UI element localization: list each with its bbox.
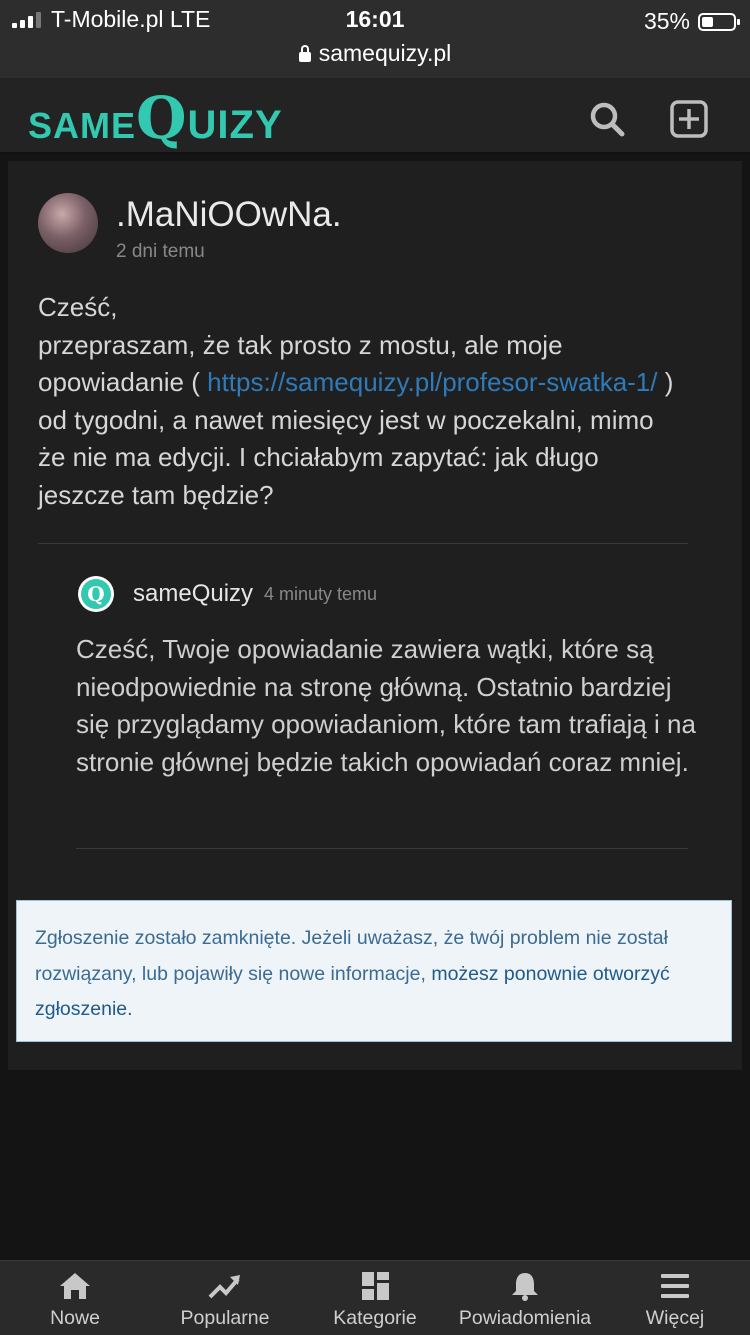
post-greeting: Cześć, bbox=[38, 292, 118, 322]
reply-time: 4 minuty temu bbox=[264, 584, 378, 604]
divider bbox=[76, 848, 688, 849]
nav-label: Nowe bbox=[50, 1307, 100, 1329]
nav-item-popularne[interactable] bbox=[150, 1261, 300, 1335]
samequizy-avatar: Q bbox=[78, 576, 114, 612]
ticket-card bbox=[8, 161, 742, 1070]
grid-icon bbox=[358, 1271, 392, 1301]
post-time: 2 dni temu bbox=[116, 241, 205, 262]
clock: 16:01 bbox=[345, 6, 405, 32]
nav-item-kategorie[interactable] bbox=[300, 1261, 450, 1335]
nav-label: Kategorie bbox=[333, 1307, 417, 1329]
address-bar[interactable] bbox=[0, 40, 750, 67]
menu-icon bbox=[658, 1271, 692, 1301]
nav-label: Powiadomienia bbox=[458, 1307, 592, 1329]
ticket-closed-notice bbox=[16, 900, 732, 1042]
add-icon[interactable] bbox=[670, 100, 708, 138]
samequizy-logo[interactable]: SAMEQUIZY bbox=[28, 84, 283, 152]
url-text: samequizy.pl bbox=[318, 40, 452, 66]
nav-label: Popularne bbox=[180, 1307, 270, 1329]
nav-label: Więcej bbox=[645, 1307, 705, 1329]
post-text-start: przepraszam, że tak prosto z mostu, ale moje opowiadanie ( bbox=[38, 329, 563, 397]
search-icon[interactable] bbox=[588, 100, 626, 138]
battery-indicator bbox=[644, 8, 736, 35]
post-author[interactable]: .MaNiOOwNa. bbox=[116, 195, 342, 234]
site-header bbox=[0, 78, 750, 154]
divider bbox=[38, 543, 688, 544]
reopen-ticket-link[interactable]: możesz ponownie otworzyć zgłoszenie. bbox=[35, 962, 670, 1020]
battery-icon bbox=[698, 13, 736, 31]
trending-icon bbox=[208, 1271, 242, 1301]
post-text-end: ) od tygodni, a nawet miesięcy jest w poczekalni, mimo że nie ma edycji. I chciałabym zapytać: jak długo jeszcze tam będzie? bbox=[38, 367, 674, 510]
bell-icon bbox=[508, 1271, 542, 1301]
home-icon bbox=[58, 1271, 92, 1301]
avatar[interactable] bbox=[38, 193, 98, 253]
status-bar bbox=[0, 0, 750, 78]
bottom-navigation bbox=[0, 1260, 750, 1335]
story-link[interactable]: https://samequizy.pl/profesor-swatka-1/ bbox=[207, 367, 658, 397]
reply-body: Cześć, Twoje opowiadanie zawiera wątki, które są nieodpowiednie na stronę główną. Ostatnio bardziej się przyglądamy opowiadaniom, które tam trafiają i na stronie głównej będzie takich opowiadań coraz mniej. bbox=[76, 634, 696, 777]
nav-item-powiadomienia[interactable] bbox=[450, 1261, 600, 1335]
nav-item-nowe[interactable] bbox=[0, 1261, 150, 1335]
lock-icon bbox=[299, 52, 311, 62]
carrier-label: T-Mobile.pl LTE bbox=[51, 6, 211, 32]
nav-item-wiecej[interactable] bbox=[600, 1261, 750, 1335]
notice-text: Zgłoszenie zostało zamknięte. Jeżeli uważasz, że twój problem nie został rozwiązany, lub pojawiły się nowe informacje, bbox=[35, 927, 668, 985]
battery-percent: 35% bbox=[643, 8, 690, 34]
reply-author[interactable]: sameQuizy bbox=[133, 580, 254, 607]
post-body bbox=[38, 289, 688, 514]
